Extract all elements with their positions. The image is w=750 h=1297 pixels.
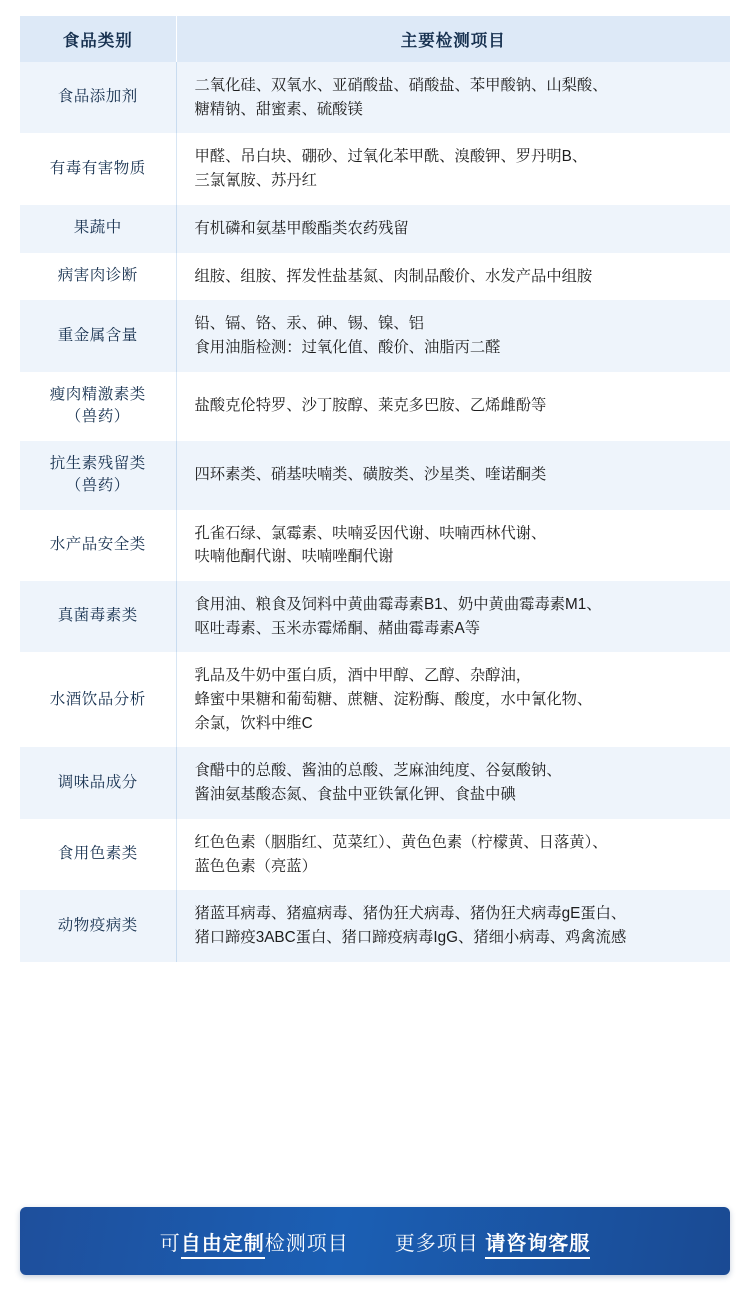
item-line: 盐酸克伦特罗、沙丁胺醇、莱克多巴胺、乙烯雌酚等 [194,397,547,415]
table-row [20,205,730,253]
table-row [20,441,730,510]
table-row [20,510,730,581]
table-row [20,133,730,204]
cell-items [176,133,730,204]
cell-items [176,205,730,253]
category-label: 动物疫病类 [57,916,138,934]
cell-items [176,253,730,301]
cell-category [20,747,176,818]
item-line: 有机磷和氨基甲酸酯类农药残留 [194,219,409,237]
item-line: 蜂蜜中果糖和葡萄糖、蔗糖、淀粉酶、酸度，水中氰化物、 [194,691,593,709]
table-row [20,581,730,652]
item-line: 猪口蹄疫3ABC蛋白、猪口蹄疫病毒IgG、猪细小病毒、鸡禽流感 [194,928,627,946]
item-line: 组胺、组胺、挥发性盐基氮、肉制品酸价、水发产品中组胺 [194,267,593,285]
cell-category [20,819,176,890]
category-label: 瘦肉精激素类 [49,385,146,403]
column-header-items: 主要检测项目 [176,16,730,62]
table-row [20,62,730,133]
item-line: 甲醛、吊白块、硼砂、过氧化苯甲酰、溴酸钾、罗丹明B、 [194,148,588,166]
cell-category [20,510,176,581]
detection-items-table [20,16,730,962]
category-label: 抗生素残留类 [49,454,146,472]
cell-category [20,253,176,301]
cell-category [20,372,176,441]
category-label: 水酒饮品分析 [49,690,146,708]
table-header-row [20,16,730,62]
cell-items [176,62,730,133]
item-line: 食用油脂检测：过氧化值、酸价、油脂丙二醛 [194,338,501,356]
table-header [20,16,730,62]
cell-category [20,133,176,204]
category-label: 重金属含量 [57,326,138,344]
cell-items [176,581,730,652]
cell-category [20,581,176,652]
category-sublabel: （兽药） [65,408,130,426]
cell-items [176,510,730,581]
category-label: 水产品安全类 [49,535,146,553]
cell-items [176,747,730,818]
column-header-category: 食品类别 [20,16,176,62]
category-label: 果蔬中 [73,219,122,237]
item-line: 猪蓝耳病毒、猪瘟病毒、猪伪狂犬病毒、猪伪狂犬病毒gE蛋白、 [194,905,627,923]
item-line: 食用油、粮食及饲料中黄曲霉毒素B1、奶中黄曲霉毒素M1、 [194,595,602,613]
cell-category [20,890,176,961]
category-label: 调味品成分 [57,773,138,791]
cell-items [176,819,730,890]
table-row [20,300,730,371]
footer-right-emphasis[interactable]: 请咨询客服 [485,1233,590,1259]
item-line: 孔雀石绿、氯霉素、呋喃妥因代谢、呋喃西林代谢、 [194,524,547,542]
category-label: 食品添加剂 [57,88,138,106]
footer-right-prefix: 更多项目 [394,1232,479,1255]
footer-contact-text[interactable] [395,1227,591,1256]
table-row [20,747,730,818]
cell-category [20,441,176,510]
cell-category [20,62,176,133]
item-line: 余氯，饮料中维C [194,714,313,732]
cell-items [176,300,730,371]
item-line: 乳品及牛奶中蛋白质，酒中甲醇、乙醇、杂醇油， [194,667,532,685]
item-line: 三氯氰胺、苏丹红 [194,172,317,190]
cell-category [20,652,176,747]
cell-items [176,372,730,441]
cell-items [176,652,730,747]
cell-items [176,441,730,510]
footer-left-prefix: 可 [159,1232,181,1255]
table-row [20,253,730,301]
item-line: 红色色素（胭脂红、苋菜红）、黄色色素（柠檬黄、日落黄）、 [194,833,608,851]
table-row [20,372,730,441]
cell-items [176,890,730,961]
table-row [20,652,730,747]
footer-custom-text [160,1227,349,1256]
item-line: 糖精钠、甜蜜素、硫酸镁 [194,100,363,118]
cell-category [20,205,176,253]
footer-left-emphasis: 自由定制 [181,1233,265,1259]
cell-category [20,300,176,371]
item-line: 二氧化硅、双氧水、亚硝酸盐、硝酸盐、苯甲酸钠、山梨酸、 [194,77,608,94]
item-line: 食醋中的总酸、酱油的总酸、芝麻油纯度、谷氨酸钠、 [194,762,562,780]
footer-left-suffix: 检测项目 [264,1232,349,1255]
table-row [20,890,730,961]
category-label: 食用色素类 [57,845,138,863]
footer-banner [20,1207,730,1275]
category-sublabel: （兽药） [65,477,130,495]
item-line: 四环素类、硝基呋喃类、磺胺类、沙星类、喹诺酮类 [194,466,547,484]
category-label: 有毒有害物质 [49,159,146,177]
category-label: 真菌毒素类 [57,607,138,625]
item-line: 酱油氨基酸态氮、食盐中亚铁氰化钾、食盐中碘 [194,786,516,804]
item-line: 铅、镉、铬、汞、砷、锡、镍、铝 [194,315,424,333]
category-label: 病害肉诊断 [57,267,138,285]
table-body [20,62,730,962]
table-row [20,819,730,890]
item-line: 呋喃他酮代谢、呋喃唑酮代谢 [194,548,394,566]
item-line: 蓝色色素（亮蓝） [194,857,317,875]
item-line: 呕吐毒素、玉米赤霉烯酮、赭曲霉毒素A等 [194,619,481,637]
